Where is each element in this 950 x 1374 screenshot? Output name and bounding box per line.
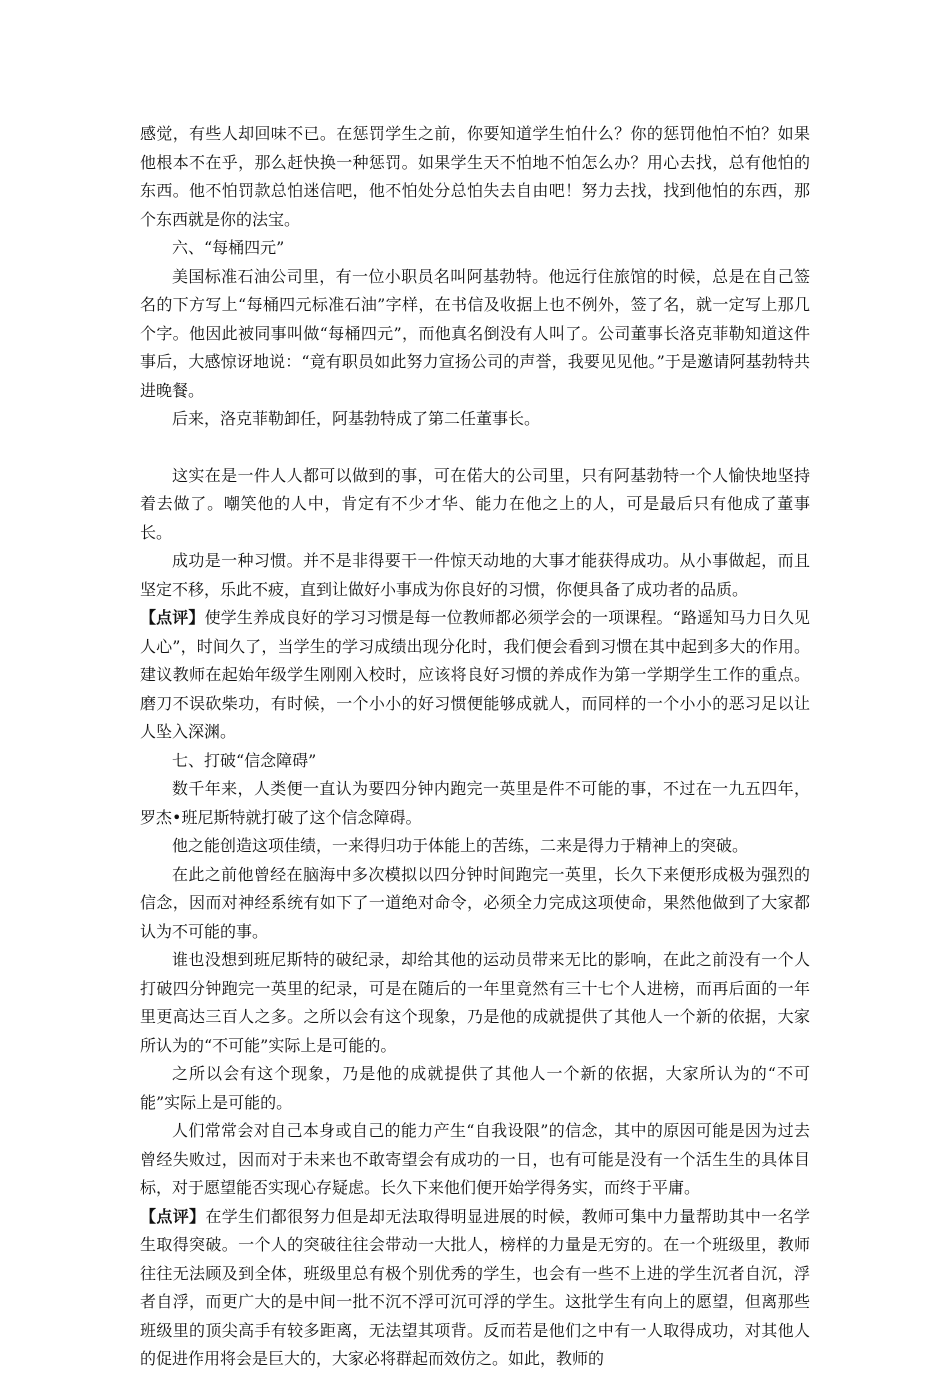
paragraph-success-habit: 成功是一种习惯。并不是非得要干一件惊天动地的大事才能获得成功。从小事做起，而且坚定不移，乐此不疲，直到让做好小事成为你良好的习惯，你便具备了成功者的品质。 — [140, 551, 810, 599]
paragraph-record-impact: 谁也没想到班尼斯特的破纪录，却给其他的运动员带来无比的影响，在此之前没有一个人打破四分钟跑完一英里的纪录，可是在随后的一年里竟然有三十七个人进榜，而再后面的一年里更高达三百人之多。之所以会有这个现象，乃是他的成就提供了其他人一个新的依据，大家所认为的“不可能”实际上是可能的。 — [140, 950, 810, 1055]
section-heading-six: 六、“每桶四元” — [172, 238, 285, 257]
paragraph-four-minute-mile: 数千年来，人类便一直认为要四分钟内跑完一英里是件不可能的事，不过在一九五四年，罗杰•班尼斯特就打破了这个信念障碍。 — [140, 779, 810, 827]
section-heading-seven: 七、打破“信念障碍” — [172, 750, 317, 770]
paragraph-anyone-can-do: 这实在是一件人人都可以做到的事，可在偌大的公司里，只有阿基勃特一个人愉快地坚持着去做了。嘲笑他的人中，肯定有不少才华、能力在他之上的人，可是最后只有他成了董事长。 — [140, 465, 810, 542]
blank-line — [140, 434, 810, 462]
paragraph-mental-simulation: 在此之前他曾经在脑海中多次模拟以四分钟时间跑完一英里，长久下来便形成极为强烈的信念，因而对神经系统有如下了一道绝对命令，必须全力完成这项使命，果然他做到了大家都认为不可能的事。 — [140, 864, 810, 941]
document-page — [140, 120, 810, 1374]
paragraph-achievement-reason: 他之能创造这项佳绩，一来得归功于体能上的苦练，二来是得力于精神上的突破。 — [172, 836, 749, 855]
paragraph-self-limitation: 人们常常会对自己本身或自己的能力产生“自我设限”的信念，其中的原因可能是因为过去曾经失败过，因而对于未来也不敢寄望会有成功的一日，也有可能是没有一个活生生的具体目标，对于愿望能否实现心存疑虑。长久下来他们便开始学得务实，而终于平庸。 — [140, 1121, 810, 1197]
paragraph-continuation: 感觉，有些人却回味不已。在惩罚学生之前，你要知道学生怕什么？你的惩罚他怕不怕？如果他根本不在乎，那么赶快换一种惩罚。如果学生天不怕地不怕怎么办？用心去找，总有他怕的东西。他不怕罚款总怕迷信吧，他不怕处分总怕失去自由吧！努力去找，找到他怕的东西，那个东西就是你的法宝。 — [140, 124, 810, 229]
paragraph-archbold-story: 美国标准石油公司里，有一位小职员名叫阿基勃特。他远行住旅馆的时候，总是在自己签名的下方写上“每桶四元标准石油”字样，在书信及收据上也不例外，签了名，就一定写上那几个字。他因此被同事叫做“每桶四元”，而他真名倒没有人叫了。公司董事长洛克菲勒知道这件事后，大感惊讶地说：“竟有职员如此努力宣扬公司的声誉，我要见见他。”于是邀请阿基勃特共进晚餐。 — [140, 266, 810, 400]
paragraph-archbold-chairman: 后来，洛克菲勒卸任，阿基勃特成了第二任董事长。 — [172, 409, 541, 428]
comment-label: 【点评】 — [140, 608, 205, 627]
comment-paragraph-breakthrough — [140, 1203, 810, 1374]
paragraph-repeated-conclusion: 之所以会有这个现象，乃是他的成就提供了其他人一个新的依据，大家所认为的“不可能”实际上是可能的。 — [140, 1064, 810, 1112]
comment-paragraph-habits — [140, 604, 810, 747]
comment-label: 【点评】 — [140, 1206, 206, 1226]
comment-text: 使学生养成良好的学习习惯是每一位教师都必须学会的一项课程。“路遥知马力日久见人心”，时间久了，当学生的学习成绩出现分化时，我们便会看到习惯在其中起到多大的作用。建议教师在起始年级学生刚刚入校时，应该将良好习惯的养成作为第一学期学生工作的重点。磨刀不误砍柴功，有时候，一个小小的好习惯便能够成就人，而同样的一个小小的恶习足以让人坠入深渊。 — [140, 608, 810, 741]
comment-text: 在学生们都很努力但是却无法取得明显进展的时候，教师可集中力量帮助其中一名学生取得突破。一个人的突破往往会带动一大批人，榜样的力量是无穷的。在一个班级里，教师往往无法顾及到全体，班级里总有极个别优秀的学生，也会有一些不上进的学生沉者自沉，浮者自浮，而更广大的是中间一批不沉不浮可沉可浮的学生。这批学生有向上的愿望，但离那些班级里的顶尖高手有较多距离，无法望其项背。反而若是他们之中有一人取得成功，对其他人的促进作用将会是巨大的，大家必将群起而效仿之。如此，教师的 — [140, 1206, 810, 1368]
